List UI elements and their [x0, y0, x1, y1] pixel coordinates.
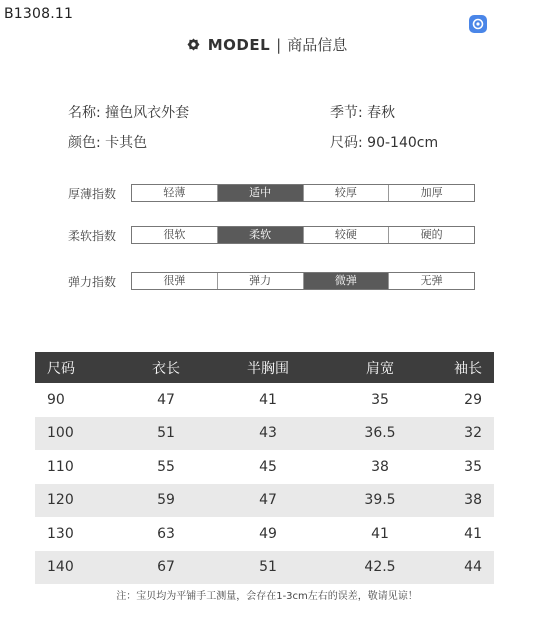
color-value: 卡其色 [105, 135, 148, 151]
table-cell: 41 [259, 391, 277, 408]
brand-title: MODEL [207, 36, 271, 54]
header-separator: | [276, 36, 282, 54]
measurement-note: 注：宝贝均为平铺手工测量，会存在1-3cm左右的误差，敬请见谅！ [116, 591, 418, 602]
table-cell: 55 [157, 458, 175, 475]
elasticity-option: 弹力 [218, 273, 304, 289]
table-row [35, 383, 494, 417]
table-cell: 42.5 [324, 551, 436, 585]
info-name [68, 102, 189, 122]
table-cell: 47 [157, 391, 175, 408]
table-cell: 32 [436, 417, 494, 451]
table-header-cell: 半胸围 [212, 352, 324, 383]
table-cell: 110 [47, 458, 74, 475]
season-value: 春秋 [367, 105, 396, 121]
table-cell: 44 [436, 551, 494, 585]
page-header [0, 36, 534, 54]
table-cell: 140 [35, 551, 120, 585]
table-cell: 43 [212, 417, 324, 451]
thickness-option: 加厚 [420, 186, 443, 199]
thickness-meter [131, 184, 475, 202]
season-label: 季节: [330, 105, 363, 121]
table-cell: 38 [436, 484, 494, 518]
table-cell: 49 [259, 525, 277, 542]
table-cell: 120 [35, 484, 120, 518]
softness-option: 很软 [132, 227, 218, 243]
gear-icon [187, 37, 200, 50]
table-row [35, 517, 494, 551]
table-header-cell: 衣长 [120, 352, 212, 383]
table-row [35, 417, 494, 451]
sku-code: B1308.11 [4, 6, 74, 22]
elasticity-option: 无弹 [420, 274, 443, 287]
table-header-cell: 尺码 [35, 352, 120, 383]
table-cell: 38 [371, 458, 389, 475]
thickness-option: 较厚 [304, 185, 390, 201]
size-label: 尺码: [330, 135, 363, 151]
table-cell: 47 [212, 484, 324, 518]
table-cell: 90 [47, 391, 65, 408]
table-cell: 41 [464, 525, 482, 542]
elasticity-option: 微弹 [304, 273, 390, 289]
size-value: 90-140cm [367, 135, 439, 151]
table-cell: 67 [120, 551, 212, 585]
elasticity-meter [131, 272, 475, 290]
table-header-cell: 袖长 [436, 352, 494, 383]
softness-option: 柔软 [218, 227, 304, 243]
table-header-row [35, 352, 494, 383]
name-value: 撞色风衣外套 [105, 105, 190, 121]
thickness-option: 轻薄 [132, 185, 218, 201]
table-header-cell: 肩宽 [324, 352, 436, 383]
scan-icon[interactable] [469, 15, 487, 33]
table-row [35, 450, 494, 484]
softness-option: 较硬 [304, 227, 390, 243]
softness-meter [131, 226, 475, 244]
thickness-label: 厚薄指数 [68, 187, 117, 201]
name-label: 名称: [68, 105, 101, 121]
table-cell: 41 [371, 525, 389, 542]
table-cell: 29 [464, 391, 482, 408]
thickness-option: 适中 [218, 185, 304, 201]
table-cell: 36.5 [324, 417, 436, 451]
table-cell: 130 [47, 525, 74, 542]
info-season [330, 102, 395, 122]
elasticity-option: 很弹 [132, 273, 218, 289]
table-cell: 51 [120, 417, 212, 451]
table-cell: 100 [35, 417, 120, 451]
table-cell: 35 [464, 458, 482, 475]
info-color [68, 132, 147, 152]
table-cell: 39.5 [324, 484, 436, 518]
softness-label: 柔软指数 [68, 229, 117, 243]
table-cell: 35 [371, 391, 389, 408]
elasticity-label: 弹力指数 [68, 275, 117, 289]
size-table [35, 352, 494, 584]
table-cell: 51 [212, 551, 324, 585]
table-row [35, 484, 494, 518]
header-subtitle: 商品信息 [287, 36, 348, 54]
table-cell: 59 [120, 484, 212, 518]
color-label: 颜色: [68, 135, 101, 151]
softness-option: 硬的 [420, 228, 443, 241]
table-cell: 63 [157, 525, 175, 542]
table-row [35, 551, 494, 585]
info-size [330, 132, 438, 152]
table-cell: 45 [259, 458, 277, 475]
